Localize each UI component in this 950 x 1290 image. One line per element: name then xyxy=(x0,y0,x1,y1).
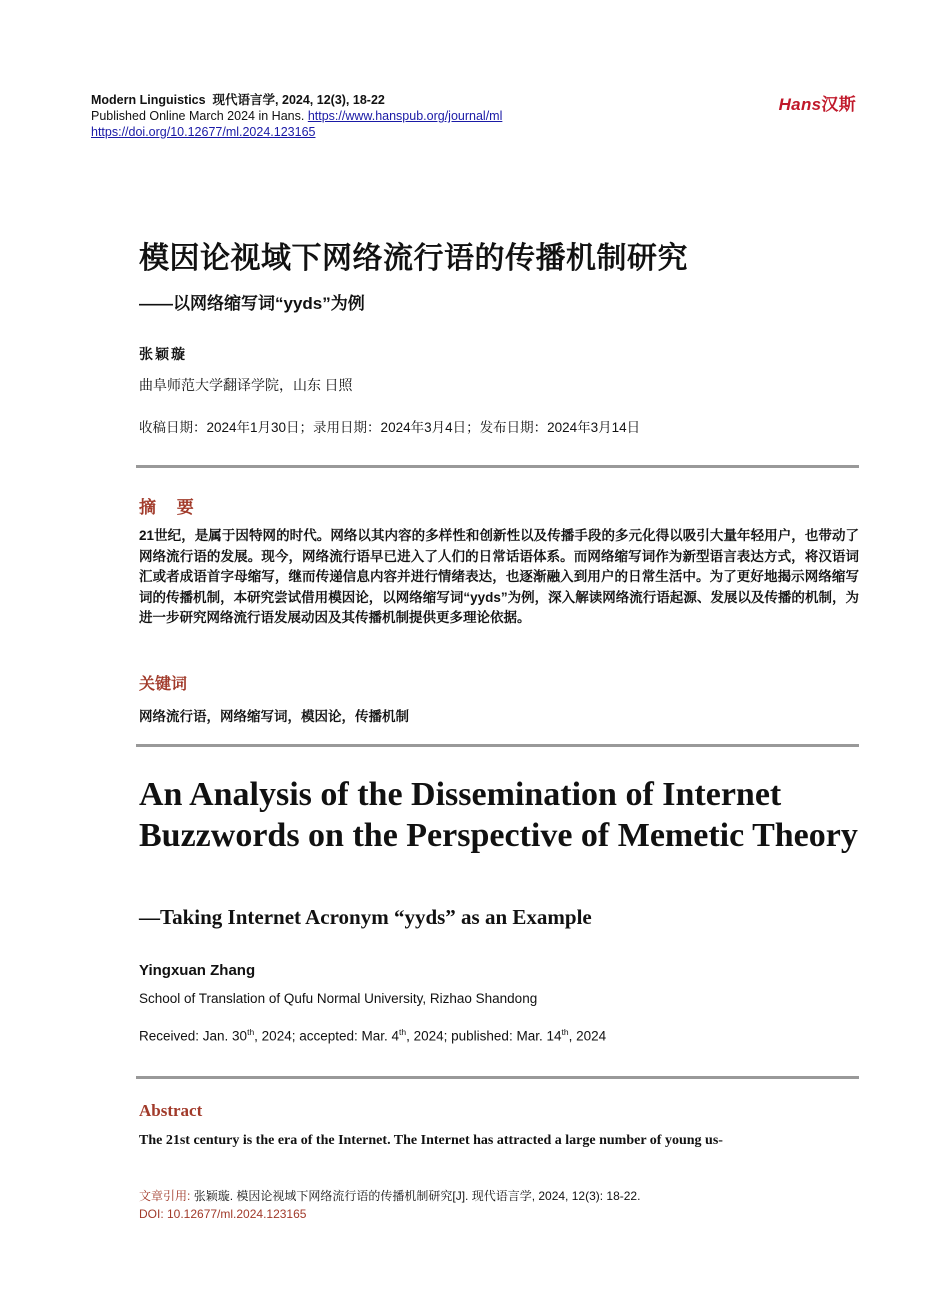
accepted-date: , 2024; accepted: Mar. 4 xyxy=(254,1028,400,1044)
journal-header xyxy=(91,92,502,140)
keywords-heading-cn: 关键词 xyxy=(139,676,188,693)
cite-label: 文章引用: xyxy=(139,1189,191,1203)
published-date: , 2024; published: Mar. 14 xyxy=(406,1028,562,1044)
paper-title-cn: 模因论视域下网络流行语的传播机制研究 xyxy=(139,242,688,275)
footer-doi: DOI: 10.12677/ml.2024.123165 xyxy=(139,1207,307,1221)
keywords-cn: 网络流行语，网络缩写词，模因论，传播机制 xyxy=(139,709,409,724)
logo-text-cn: 汉斯 xyxy=(821,95,856,114)
paper-subtitle-cn: ——以网络缩写词“yyds”为例 xyxy=(139,294,365,313)
abstract-heading-en: Abstract xyxy=(139,1101,203,1120)
journal-link[interactable]: https://www.hanspub.org/journal/ml xyxy=(307,109,503,123)
journal-citation-cn: 现代语言学, 2024, 12(3), 18-22 xyxy=(212,93,385,107)
affiliation-en: School of Translation of Qufu Normal University, Rizhao Shandong xyxy=(139,991,538,1006)
author-en: Yingxuan Zhang xyxy=(139,962,256,979)
abstract-cn: 21世纪，是属于因特网的时代。网络以其内容的多样性和创新性以及传播手段的多元化得以吸引大量年轻用户，也带动了网络流行语的发展。现今，网络流行语早已进入了人们的日常话语体系。而网络缩写词作为新型语言表达方式，将汉语词汇或者成语首字母缩写，继而传递信息内容并进行情绪表达，也逐渐融入到用户的日常生活中。为了更好地揭示网络缩写词的传播机制，本研究尝试借用模因论，以网络缩写词“yyds”为例，深入解读网络流行语起源、发展以及传播的机制，为进一步研究网络流行语发展动因及其传播机制提供更多理论依据。 xyxy=(139,528,859,625)
ordinal-suffix: th xyxy=(399,1027,407,1037)
divider xyxy=(136,465,859,468)
affiliation-cn: 曲阜师范大学翻译学院，山东 日照 xyxy=(139,379,353,394)
ordinal-suffix: th xyxy=(247,1027,255,1037)
paper-subtitle-en: —Taking Internet Acronym “yyds” as an Example xyxy=(139,905,592,929)
divider xyxy=(136,1076,859,1079)
hans-logo xyxy=(779,90,856,115)
dates-en xyxy=(139,1027,606,1044)
received-date: Received: Jan. 30 xyxy=(139,1028,248,1044)
logo-text-en: Hans xyxy=(778,95,822,114)
doi-link[interactable]: https://doi.org/10.12677/ml.2024.123165 xyxy=(91,125,316,139)
citation-footer xyxy=(139,1187,640,1223)
paper-title-en: An Analysis of the Dissemination of Internet Buzzwords on the Perspective of Memetic Theory xyxy=(139,776,858,854)
dates-cn: 收稿日期：2024年1月30日；录用日期：2024年3月4日；发布日期：2024年3月14日 xyxy=(139,420,641,435)
journal-name: Modern Linguistics xyxy=(91,93,206,107)
abstract-heading-cn: 摘 要 xyxy=(139,498,202,517)
ordinal-suffix: th xyxy=(561,1027,569,1037)
year-tail: , 2024 xyxy=(568,1028,607,1044)
published-note: Published Online March 2024 in Hans. xyxy=(91,109,305,123)
author-cn: 张颖璇 xyxy=(139,346,187,362)
divider xyxy=(136,744,859,747)
citation-text: 张颖璇. 模因论视域下网络流行语的传播机制研究[J]. 现代语言学, 2024, 12(3): 18-22. xyxy=(193,1189,641,1203)
abstract-en: The 21st century is the era of the Internet. The Internet has attracted a large number of young us- xyxy=(139,1133,723,1148)
